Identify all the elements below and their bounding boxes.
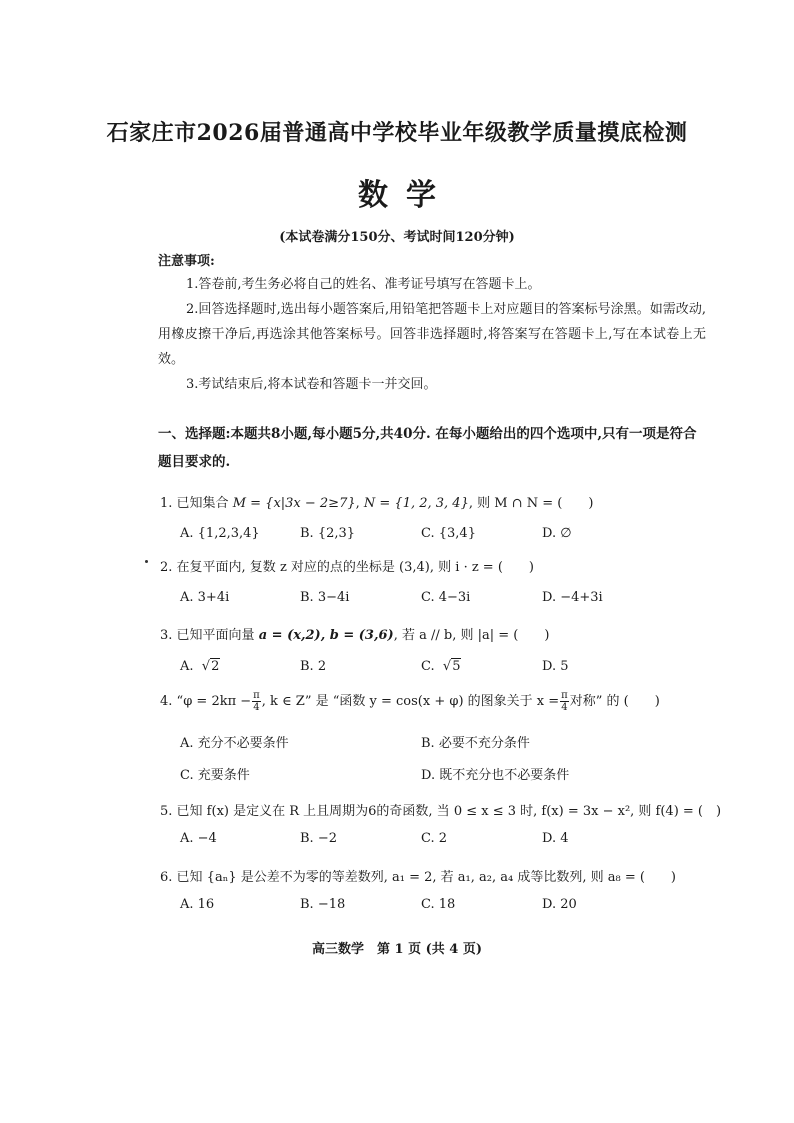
page-footer: 高三数学 第 1 页 (共 4 页) [311,942,483,957]
option-label: C. [421,659,435,674]
option-a: A. {1,2,3,4} [180,526,260,541]
sqrt-symbol: √5 [442,659,461,674]
option-d: D. 20 [542,897,577,912]
notice-item-3: 3.考试结束后,将本试卷和答题卡一并交回。 [186,377,437,392]
question-1 [160,492,593,511]
fraction-denominator: 4 [561,702,568,713]
question-stem: “φ = 2kπ − [176,694,252,709]
option-b: B. −2 [300,831,337,846]
option-d: D. 5 [542,659,569,674]
question-6 [160,866,676,885]
exam-title: 石家庄市2026届普通高中学校毕业年级教学质量摸底检测 [106,120,688,146]
question-stem: , 则 M ∩ N = ( ) [468,496,594,511]
set-m: M = {x|3x − 2≥7} [232,496,356,511]
notice-item-2: 2.回答选择题时,选出每小题答案后,用铅笔把答题卡上对应题目的答案标号涂黑。如需改动,用橡皮擦干净后,再选涂其他答案标号。回答非选择题时,将答案写在答题卡上,写在本试卷上无效。 [158,302,706,367]
question-5 [160,800,721,819]
fraction [560,690,569,713]
option-a: A. 充分不必要条件 [180,736,289,751]
question-4 [160,690,660,713]
fraction [252,690,261,713]
option-b: B. 2 [300,659,327,674]
option-c: C. {3,4} [421,526,476,541]
question-number: 3. [160,628,173,643]
option-c [421,659,461,674]
set-n: N = {1, 2, 3, 4} [363,496,469,511]
question-stem: 对称” 的 ( ) [569,694,660,709]
fraction-denominator: 4 [253,702,260,713]
question-number: 4. [160,694,173,709]
option-d: D. 4 [542,831,569,846]
option-c: C. 18 [421,897,456,912]
section-heading: 一、选择题:本题共8小题,每小题5分,共40分. 在每小题给出的四个选项中,只有一项是符合题目要求的. [158,426,697,470]
question-stem: , [355,496,364,511]
option-b: B. {2,3} [300,526,356,541]
option-b: B. 必要不充分条件 [421,736,530,751]
option-a: A. 16 [180,897,215,912]
fraction-numerator: π [253,690,260,701]
question-number: 5. [160,804,173,819]
option-b: B. 3−4i [300,590,350,605]
question-stem: 已知 f(x) 是定义在 R 上且周期为6的奇函数, 当 0 ≤ x ≤ 3 时, f(x) = 3x − x², 则 f(4) = ( ) [176,804,722,819]
radicand: 5 [452,659,461,674]
question-2 [160,556,534,575]
question-number: 6. [160,870,173,885]
option-a [180,659,220,674]
question-number: 1. [160,496,173,511]
option-c: C. 2 [421,831,448,846]
scan-speck [145,560,148,563]
question-stem: 已知集合 [176,496,229,511]
option-d: D. 既不充分也不必要条件 [421,768,570,783]
radicand: 2 [211,659,220,674]
option-a: A. 3+4i [180,590,230,605]
option-c: C. 充要条件 [180,768,250,783]
question-stem: 已知平面向量 [176,628,255,643]
question-stem: , 若 a // b, 则 |a| = ( ) [393,628,550,643]
question-stem: 在复平面内, 复数 z 对应的点的坐标是 (3,4), 则 i · z = ( ) [176,560,534,575]
option-label: A. [180,659,194,674]
option-c: C. 4−3i [421,590,471,605]
vectors: a = (x,2), b = (3,6) [258,628,394,643]
option-b: B. −18 [300,897,346,912]
sqrt-symbol: √2 [201,659,220,674]
fraction-numerator: π [561,690,568,701]
question-stem: , k ∈ Z” 是 “函数 y = cos(x + φ) 的图象关于 x = [261,694,560,709]
option-a: A. −4 [180,831,217,846]
question-stem: 已知 {aₙ} 是公差不为零的等差数列, a₁ = 2, 若 a₁, a₂, a₄ 成等比数列, 则 a₈ = ( ) [176,870,676,885]
exam-info: (本试卷满分150分、考试时间120分钟) [279,230,515,245]
option-d: D. −4+3i [542,590,603,605]
question-number: 2. [160,560,173,575]
notice-heading: 注意事项: [158,254,215,269]
option-d: D. ∅ [542,526,572,541]
subject-title: 数学 [358,178,454,213]
question-3 [160,624,549,643]
notice-item-1: 1.答卷前,考生务必将自己的姓名、准考证号填写在答题卡上。 [186,277,541,292]
